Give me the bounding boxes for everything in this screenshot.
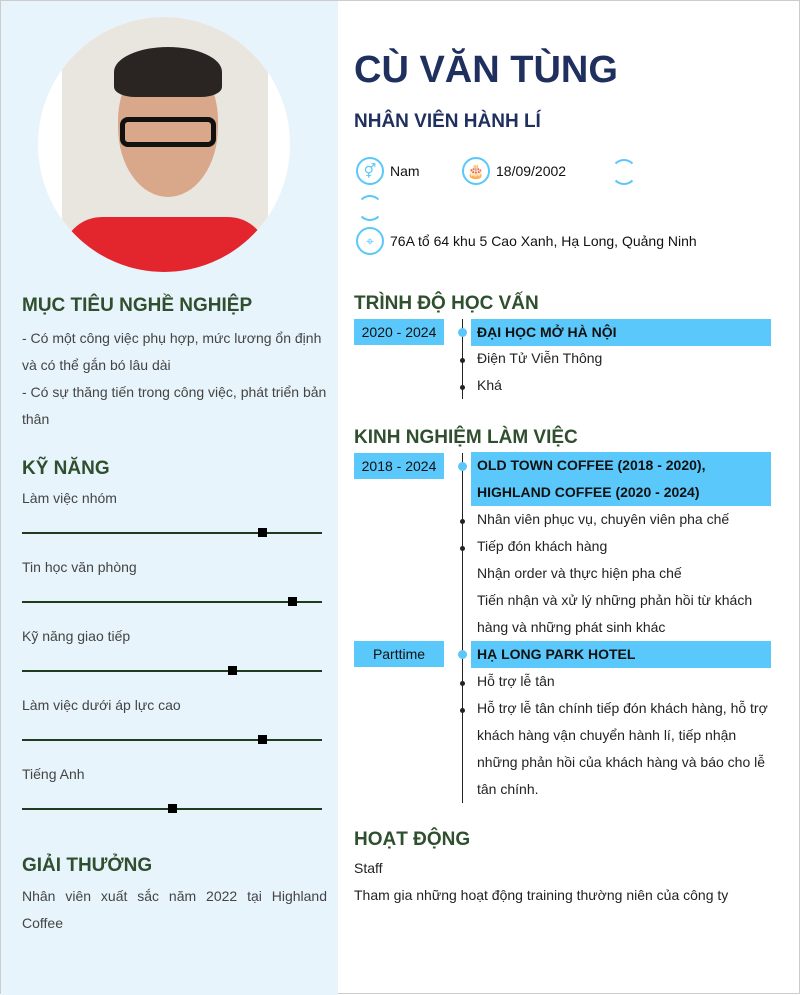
birthday-cake-icon: 🎂 bbox=[462, 157, 490, 185]
job-item: Tiến nhận và xử lý những phản hồi từ khách hàng và những phát sinh khác bbox=[477, 592, 753, 635]
skill-label: Tin học văn phòng bbox=[22, 559, 137, 575]
skill-bar bbox=[22, 739, 322, 741]
phone-icon bbox=[611, 159, 637, 185]
map-pin-icon: ⌖ bbox=[356, 227, 384, 255]
address-info bbox=[356, 227, 697, 255]
email-icon bbox=[357, 195, 383, 221]
education-school: ĐẠI HỌC MỞ HÀ NỘI bbox=[471, 319, 771, 346]
skill-level-marker bbox=[168, 804, 177, 813]
job-title: NHÂN VIÊN HÀNH LÍ bbox=[354, 111, 541, 132]
awards-text: Nhân viên xuất sắc năm 2022 tại Highland Coffee bbox=[22, 888, 327, 931]
skill-label: Tiếng Anh bbox=[22, 766, 85, 782]
timeline-line bbox=[462, 453, 463, 803]
experience-heading: KINH NGHIỆM LÀM VIỆC bbox=[354, 427, 578, 448]
activity-text: Tham gia những hoạt động training thường niên của công ty bbox=[354, 887, 729, 903]
skill-level-marker bbox=[288, 597, 297, 606]
job-title: HẠ LONG PARK HOTEL bbox=[471, 641, 771, 668]
profile-photo bbox=[38, 17, 290, 272]
job-title: OLD TOWN COFFEE (2018 - 2020), HIGHLAND COFFEE (2020 - 2024) bbox=[471, 452, 771, 506]
skill-level-marker bbox=[258, 528, 267, 537]
dob-info bbox=[462, 157, 566, 185]
job-date: Parttime bbox=[354, 641, 444, 667]
job-item: Hỗ trợ lễ tân chính tiếp đón khách hàng, hỗ trợ khách hàng vận chuyển hành lí, tiếp nhận những phản hồi của khách hàng và báo cho lễ tân chính. bbox=[477, 700, 768, 797]
objective-line: - Có sự thăng tiến trong công việc, phát triển bản thân bbox=[22, 384, 327, 427]
sidebar bbox=[1, 1, 338, 995]
education-item: Khá bbox=[477, 377, 502, 393]
job-date: 2018 - 2024 bbox=[354, 453, 444, 479]
job-item: Tiếp đón khách hàng bbox=[477, 538, 608, 554]
skill-label: Kỹ năng giao tiếp bbox=[22, 628, 131, 644]
activity-role: Staff bbox=[354, 860, 383, 876]
awards-heading: GIẢI THƯỞNG bbox=[22, 855, 153, 876]
job-item: Hỗ trợ lễ tân bbox=[477, 673, 555, 689]
objective-heading: MỤC TIÊU NGHỀ NGHIỆP bbox=[22, 295, 253, 316]
objective-line: - Có một công việc phụ hợp, mức lương ổn định và có thể gắn bó lâu dài bbox=[22, 330, 322, 373]
full-name: CÙ VĂN TÙNG bbox=[354, 49, 618, 91]
job-item: Nhân viên phục vụ, chuyên viên pha chế bbox=[477, 511, 730, 527]
education-heading: TRÌNH ĐỘ HỌC VẤN bbox=[354, 293, 539, 314]
activities-heading: HOẠT ĐỘNG bbox=[354, 829, 471, 850]
skills-heading: KỸ NĂNG bbox=[22, 458, 110, 479]
gender-value: Nam bbox=[390, 163, 420, 179]
dob-value: 18/09/2002 bbox=[496, 163, 567, 179]
gender-info bbox=[356, 157, 420, 185]
education-date: 2020 - 2024 bbox=[354, 319, 444, 345]
skill-bar bbox=[22, 670, 322, 672]
skill-bar bbox=[22, 601, 322, 603]
skill-level-marker bbox=[258, 735, 267, 744]
job-item: Nhận order và thực hiện pha chế bbox=[477, 565, 682, 581]
skill-label: Làm việc nhóm bbox=[22, 490, 117, 506]
education-item: Điện Tử Viễn Thông bbox=[477, 350, 603, 366]
address-value: 76A tổ 64 khu 5 Cao Xanh, Hạ Long, Quảng Ninh bbox=[390, 233, 697, 249]
skill-label: Làm việc dưới áp lực cao bbox=[22, 697, 181, 713]
skill-bar bbox=[22, 808, 322, 810]
timeline-dot bbox=[458, 328, 467, 337]
skill-level-marker bbox=[228, 666, 237, 675]
skill-bar bbox=[22, 532, 322, 534]
gender-icon: ⚥ bbox=[356, 157, 384, 185]
